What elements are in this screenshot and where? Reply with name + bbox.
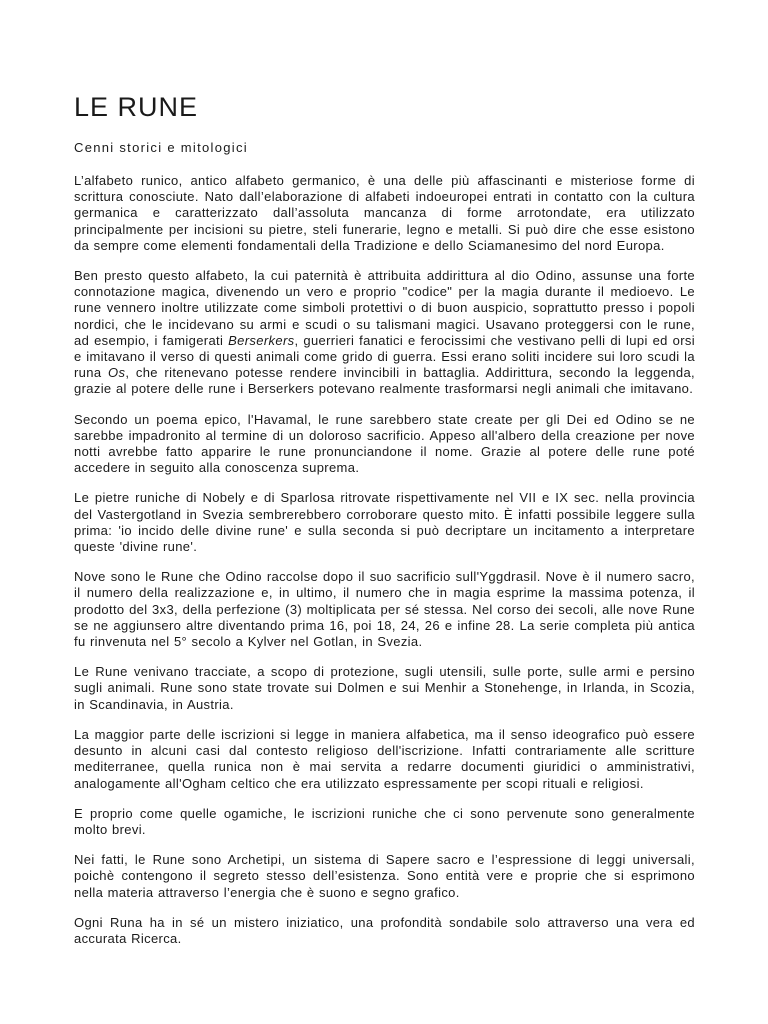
paragraph-text: , che ritenevano potesse rendere invincibili in battaglia. Addirittura, secondo la leggenda, grazie al potere delle rune i Berserkers potevano realmente trasformarsi negli animali che imitavano.: [74, 365, 695, 397]
paragraph-text: Ben presto questo alfabeto, la cui paternità è attribuita addirittura al dio Odino, assunse una forte connotazione magica, divenendo un vero e proprio "codice" per la magia durante il medioevo. Le rune vennero inoltre utilizzate come simboli protettivi o di buon auspicio, soprattutto presso i popoli nordici, che le incidevano su armi e scudi o su talismani magici. Usavano proteggersi con le rune, ad esempio, i famigerati: [74, 268, 695, 348]
document-body: [74, 173, 695, 961]
page-subtitle: Cenni storici e mitologici: [74, 140, 248, 155]
page-title: LE RUNE: [74, 92, 199, 122]
paragraph-protezione: Le Rune venivano tracciate, a scopo di protezione, sugli utensili, sulle porte, sulle armi e persino sugli animali. Rune sono state trovate sui Dolmen e sui Menhir a Stonehenge, in Irlanda, in Scozia, in Scandinavia, in Austria.: [74, 664, 695, 712]
paragraph-text: , guerrieri fanatici e ferocissimi che vestivano pelli di lupi ed orsi e imitavano il verso di questi animali come grido di guerra. Essi erano soliti incidere sui loro scudi la runa: [74, 332, 696, 381]
paragraph-nove-rune: Nove sono le Rune che Odino raccolse dopo il suo sacrificio sull'Yggdrasil. Nove è il numero sacro, il numero della realizzazione e, in ultimo, il numero che in magia esprime la massima potenza, il prodotto del 3x3, della perfezione (3) moltiplicata per sé stessa. Nel corso dei secoli, alle nove Rune se ne aggiunsero altre diventando prima 16, poi 18, 24, 26 e infine 28. La serie completa più antica fu rinvenuta nel 5° secolo a Kylver nel Gotlan, in Svezia.: [74, 569, 695, 650]
paragraph-havamal: Secondo un poema epico, l'Havamal, le rune sarebbero state create per gli Dei ed Odino se ne sarebbe impadronito al termine di un doloroso sacrificio. Appeso all'albero della creazione per nove notti avrebbe fatto apparire le rune pronunciandone il nome. Grazie al potere delle rune poté accedere in seguito alla conoscenza suprema.: [74, 411, 695, 476]
paragraph-alfabeto-runico: L’alfabeto runico, antico alfabeto germanico, è una delle più affascinanti e misteriose forme di scrittura conosciute. Nato dall’elaborazione di alfabeti indoeuropei entrati in contatto con la cultura germanica e caratterizzato dall’assoluta mancanza di forme arrotondate, era utilizzato principalmente per incisioni su pietre, steli funerarie, legno e metalli. Si può dire che esse esistono da sempre come elementi fondamentali della Tradizione e dello Sciamanesimo del nord Europa.: [74, 173, 695, 253]
paragraph-mistero-iniziatico: Ogni Runa ha in sé un mistero iniziatico, una profondità sondabile solo attraverso una vera ed accurata Ricerca.: [74, 914, 695, 946]
paragraph-archetipi: Nei fatti, le Rune sono Archetipi, un sistema di Sapere sacro e l’espressione di leggi universali, poichè contengono il segreto stesso dell’esistenza. Sono entità vere e proprie che si esprimono nella materia attraverso l’energia che è suono e segno grafico.: [74, 852, 695, 900]
paragraph-odino-berserkers: [74, 268, 695, 398]
paragraph-pietre-runiche: Le pietre runiche di Nobely e di Sparlosa ritrovate rispettivamente nel VII e IX sec. nella provincia del Vastergotland in Svezia sembrerebbero corroborare questo mito. È infatti possibile leggere sulla prima: 'io incido delle divine rune' e sulla seconda si può decriptare un incitamento a interpretare queste 'divine rune'.: [74, 490, 695, 555]
paragraph-iscrizioni: La maggior parte delle iscrizioni si legge in maniera alfabetica, ma il senso ideografico può essere desunto in alcuni casi dal contesto religioso dell'iscrizione. Infatti contrariamente alle scritture mediterranee, quella runica non è mai servita a redarre documenti giuridici o amministrativi, analogamente all'Ogham celtico che era utilizzato espressamente per scopi rituali e religiosi.: [74, 726, 695, 791]
italic-term-berserkers: Berserkers: [228, 332, 295, 348]
paragraph-ogamiche: E proprio come quelle ogamiche, le iscrizioni runiche che ci sono pervenute sono generalmente molto brevi.: [74, 805, 695, 837]
italic-term-os: Os: [108, 365, 126, 381]
